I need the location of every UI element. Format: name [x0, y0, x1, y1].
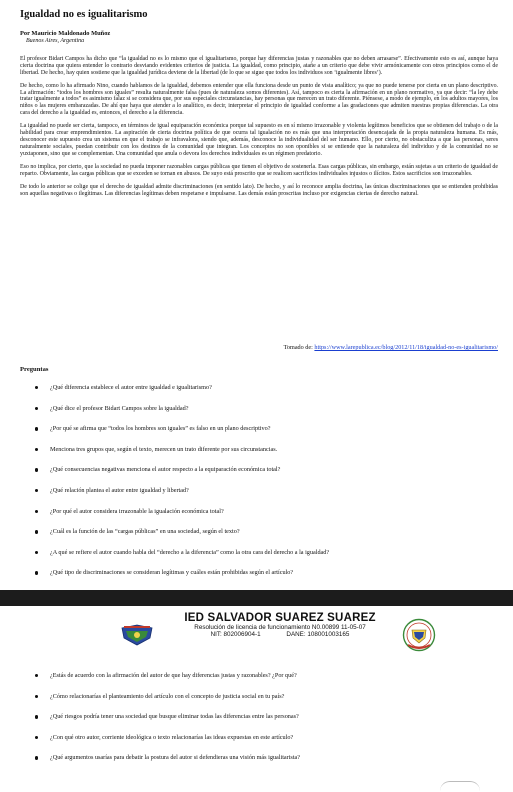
- list-item: ¿Con qué otro autor, corriente ideológica o texto relacionarías las ideas expuestas en este artículo?: [20, 734, 490, 755]
- bullet-icon: [35, 386, 38, 389]
- bullet-icon: [35, 571, 38, 574]
- bullet-icon: [35, 736, 38, 739]
- questions-heading: Preguntas: [20, 366, 49, 373]
- paragraph-1: El profesor Bidart Campos ha dicho que “la igualdad no es lo mismo que el igualitarismo, porque hay diferencias justas y razonables que no deben arrasarse”. Efectivamente esto es así, aunque haya cierta doctrina que quiera entender lo contrario desviando evidentes criterios de justicia. La igualdad, como principio, atañe a un criterio que debe vivir armónicamente con otros principios como el de libertad. De hecho, hay quien sostiene que la igualdad jurídica deviene de la libertad (de lo que se sigue que todos los individuos son ‘igualmente libres’).: [20, 56, 498, 76]
- bullet-icon: [35, 695, 38, 698]
- document-page-2: [0, 606, 513, 788]
- bullet-icon: [35, 468, 38, 471]
- list-item: ¿Por qué el autor considera irrazonable la igualación económica total?: [20, 508, 490, 529]
- bullet-icon: [35, 715, 38, 718]
- bullet-icon: [35, 510, 38, 513]
- bullet-icon: [35, 551, 38, 554]
- school-shield-logo-icon: [120, 624, 154, 646]
- paragraph-5: De todo lo anterior se colige que el derecho de igualdad admite discriminaciones (en sentido lato). De hecho, y así lo reconoce amplia doctrina, las únicas discriminaciones que se entienden prohibidas son aquellas negativas o ilegítimas. Las diferencias legítimas deben respetarse e impulsarse. Las demás están proscritas incluso por exigencias ciertas de derecho natural.: [20, 183, 498, 197]
- list-item: ¿Estás de acuerdo con la afirmación del autor de que hay diferencias justas y razonables? ¿Por qué?: [20, 672, 490, 693]
- school-seal-icon: [402, 618, 436, 654]
- bullet-icon: [35, 756, 38, 759]
- list-item: Menciona tres grupos que, según el texto, merecen un trato diferente por sus circunstancias.: [20, 446, 490, 467]
- page-corner-decoration: [440, 781, 480, 792]
- paragraph-3: La igualdad no puede ser cierta, tampoco, en términos de igual equiparación económica porque tal supuesto es en sí mismo irrazonable y violenta legítimos beneficios que se obtienen del trabajo o de la habilidad para crear emprendimientos. La aspiración de cierta doctrina política de que ocurra tal igualación no es más que una interpretación desencajada de la propia naturaleza humana. Es más, desconocer este supuesto crea un sistema en que el trabajo se infravalora, siendo que, además, desconoce la individualidad del ser humano. Ello, por cierto, no obstaculiza a que las personas, seres naturalmente sociales, puedan contribuir con los destinos de la comunidad que integran. Los conceptos no son oponibles si se entiende que la naturaleza del individuo y de la comunidad no se yuxtaponen, sino que se complementan. Una comunidad que anula o devora los derechos individuales es un régimen predatorio.: [20, 123, 498, 157]
- list-item: ¿Cuál es la función de las “cargas públicas” en una sociedad, según el texto?: [20, 528, 490, 549]
- source-link[interactable]: https://www.larepublica.ec/blog/2012/11/18/igualdad-no-es-igualitarismo/: [314, 344, 498, 351]
- paragraph-2: De hecho, como lo ha afirmado Nino, cuando hablamos de la igualdad, debemos entender que ella funciona desde un punto de vista analítico; ya que no puede tenerse por cierta en un plano descriptivo. La afirmación: “todos los hombres son iguales” resulta naturalmente falsa (pues de naturaleza somos diferentes). Así, tampoco es cierta la afirmación en un plano normativo, ya que decir: “la ley debe tratar igualmente a todos” es asimismo falaz si se considera que, por sus especiales circunstancias, hay personas que merecen un trato diferente. Piénsese, a modo de ejemplo, en los adultos mayores, los niños o las mujeres embarazadas. De ahí que haya que atender a lo analítico, es decir, interpretar el principio de igualdad conforme a las gradaciones que admiten nuestras propias diferencias. La otra cara del derecho a la igualdad es, entonces, el derecho a la diferencia.: [20, 82, 498, 117]
- list-item: ¿Qué consecuencias negativas menciona el autor respecto a la equiparación económica total?: [20, 466, 490, 487]
- page-separator: [0, 590, 513, 606]
- bullet-icon: [35, 448, 38, 451]
- school-header: [160, 612, 400, 638]
- bullet-icon: [35, 489, 38, 492]
- school-ids: [160, 631, 400, 638]
- list-item: ¿Qué diferencia establece el autor entre igualdad e igualitarismo?: [20, 384, 490, 405]
- questions-list: [20, 384, 490, 590]
- school-resolution: Resolución de licencia de funcionamiento N0.00899 11-05-07: [194, 624, 366, 631]
- article-body: [20, 56, 498, 204]
- list-item: ¿Qué dice el profesor Bidart Campos sobre la igualdad?: [20, 405, 490, 426]
- source-prefix: Tomado de:: [283, 344, 313, 351]
- list-item: ¿Cómo relacionarías el planteamiento del artículo con el concepto de justicia social en tu país?: [20, 693, 490, 714]
- list-item: ¿Qué riesgos podría tener una sociedad que busque eliminar todas las diferencias entre las personas?: [20, 713, 490, 734]
- bullet-icon: [35, 674, 38, 677]
- bullet-icon: [35, 407, 38, 410]
- article-title: Igualdad no es igualitarismo: [20, 9, 148, 20]
- list-item: ¿A qué se refiere el autor cuando habla del “derecho a la diferencia” como la otra cara del derecho a la igualdad?: [20, 549, 490, 570]
- list-item: ¿Qué argumentos usarías para debatir la postura del autor si defendieras una visión más igualitarista?: [20, 754, 490, 775]
- questions-list-2: [20, 672, 490, 775]
- list-item: ¿Qué tipo de discriminaciones se consideran legítimas y cuáles están prohibidas según el artículo?: [20, 569, 490, 590]
- list-item: ¿Por qué se afirma que “todos los hombres son iguales” es falso en un plano descriptivo?: [20, 425, 490, 446]
- article-author: Por Mauricio Maldonado Muñoz: [20, 30, 111, 37]
- school-name: IED SALVADOR SUAREZ SUAREZ: [184, 612, 376, 624]
- source-line: [284, 344, 498, 351]
- paragraph-4: Eso no implica, por cierto, que la sociedad no pueda imponer razonables cargas públicas que tienen el objetivo de sostenerla. Esas cargas públicas, sin embargo, están sujetas a un criterio de igualdad de reparto. Obviamente, las cargas públicas que se exceden se tornan en abusos. De suyo está proscrito que se realicen sacrificios individuales injustos o ilícitos. Estos sacrificios son irrazonables.: [20, 163, 498, 177]
- bullet-icon: [35, 427, 38, 430]
- bullet-icon: [35, 530, 38, 533]
- article-place: Buenos Aires, Argentina: [26, 38, 85, 44]
- school-nit: NIT: 802006904-1: [210, 631, 261, 638]
- school-dane: DANE: 108001003165: [286, 631, 350, 638]
- list-item: ¿Qué relación plantea el autor entre igualdad y libertad?: [20, 487, 490, 508]
